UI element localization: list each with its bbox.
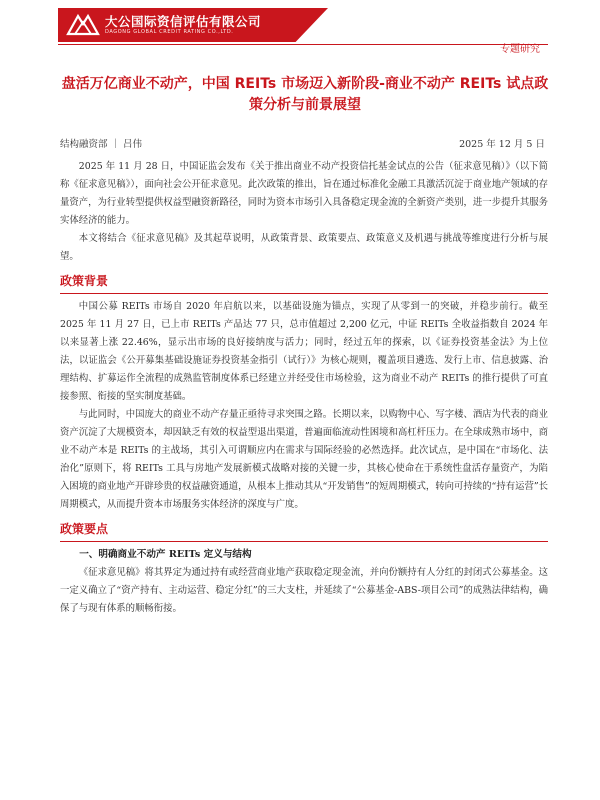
- page-title: 盘活万亿商业不动产，中国 REITs 市场迈入新阶段-商业不动产 REITs 试点政策分析与前景展望: [61, 76, 549, 113]
- body-paragraph: 与此同时，中国庞大的商业不动产存量正亟待寻求突围之路。长期以来，以购物中心、写字楼、酒店为代表的商业资产沉淀了大规模资本，却因缺乏有效的权益型退出渠道，普遍面临流动性困境和高杠杆压力。在全球成熟市场中，商业不动产本是 REITs 的主战场，其引入可谓顺应内在需求与国际经验的必然选择。此次试点，是中国在“市场化、法治化”原则下，将 REITs 工具与房地产发展新模式战略对接的关键一步，其核心使命在于系统性盘活存量资产，为陷入困境的商业地产开辟珍贵的权益融资通道，从根本上推动其从“开发销售”的短周期模式，转向可持续的“持有运营”长周期模式，从而提升资本市场服务实体经济的深度与广度。: [60, 409, 548, 510]
- publish-date: 2025 年 12 月 5 日: [459, 139, 545, 150]
- company-name-en: DAGONG GLOBAL CREDIT RATING CO.,LTD.: [105, 29, 234, 35]
- header-divider: [58, 44, 548, 45]
- company-name-cn: 大公国际资信评估有限公司: [105, 14, 262, 29]
- intro-paragraph: 2025 年 11 月 28 日，中国证监会发布《关于推出商业不动产投资信托基金试点的公告（征求意见稿）》（以下简称《征求意见稿》），面向社会公开征求意见。此次政策的推出，旨在通过标准化金融工具激活沉淀于商业地产领域的存量资产，为行业转型提供权益型融资新路径，同时为资本市场引入具备稳定现金流的全新资产类别，进一步提升其服务实体经济的能力。: [60, 161, 548, 226]
- report-type-tag: 专题研究: [500, 44, 540, 55]
- byline: [60, 136, 545, 150]
- section-heading-key-points: 政策要点: [60, 520, 548, 542]
- company-logo-icon: [66, 12, 100, 38]
- author-line: 结构融资部 ｜ 吕伟: [60, 139, 143, 150]
- subsection-heading: 一、明确商业不动产 REITs 定义与结构: [79, 549, 252, 560]
- article-body: [60, 158, 548, 618]
- section-heading-background: 政策背景: [60, 272, 548, 294]
- page-header: [0, 0, 600, 58]
- intro-paragraph: 本文将结合《征求意见稿》及其起草说明，从政策背景、政策要点、政策意义及机遇与挑战等维度进行分析与展望。: [60, 233, 548, 262]
- body-paragraph: 中国公募 REITs 市场自 2020 年启航以来，以基础设施为锚点，实现了从零到一的突破，并稳步前行。截至 2025 年 11 月 27 日，已上市 REITs 产品达 77 只，总市值超过 2,200 亿元，中证 REITs 全收益指数自 2024 年以来显著上涨 22.46%，显示出市场的良好接纳度与活力；同时，经过五年的探索，以《证券投资基金法》为上位法，以证监会《公开募集基础设施证券投资基金指引（试行）》为核心规则，覆盖项目遴选、发行上市、信息披露、治理结构、扩募运作全流程的成熟监管制度体系已经建立并经受住市场检验，这为商业不动产 REITs 的推行提供了可直接参照、衔接的坚实制度基础。: [60, 301, 548, 402]
- body-paragraph: 《征求意见稿》将其界定为通过持有或经营商业地产获取稳定现金流，并向份额持有人分红的封闭式公募基金。这一定义确立了“资产持有、主动运营、稳定分红”的三大支柱，并延续了“公募基金-ABS-项目公司”的成熟法律结构，确保了与现有体系的顺畅衔接。: [60, 567, 548, 614]
